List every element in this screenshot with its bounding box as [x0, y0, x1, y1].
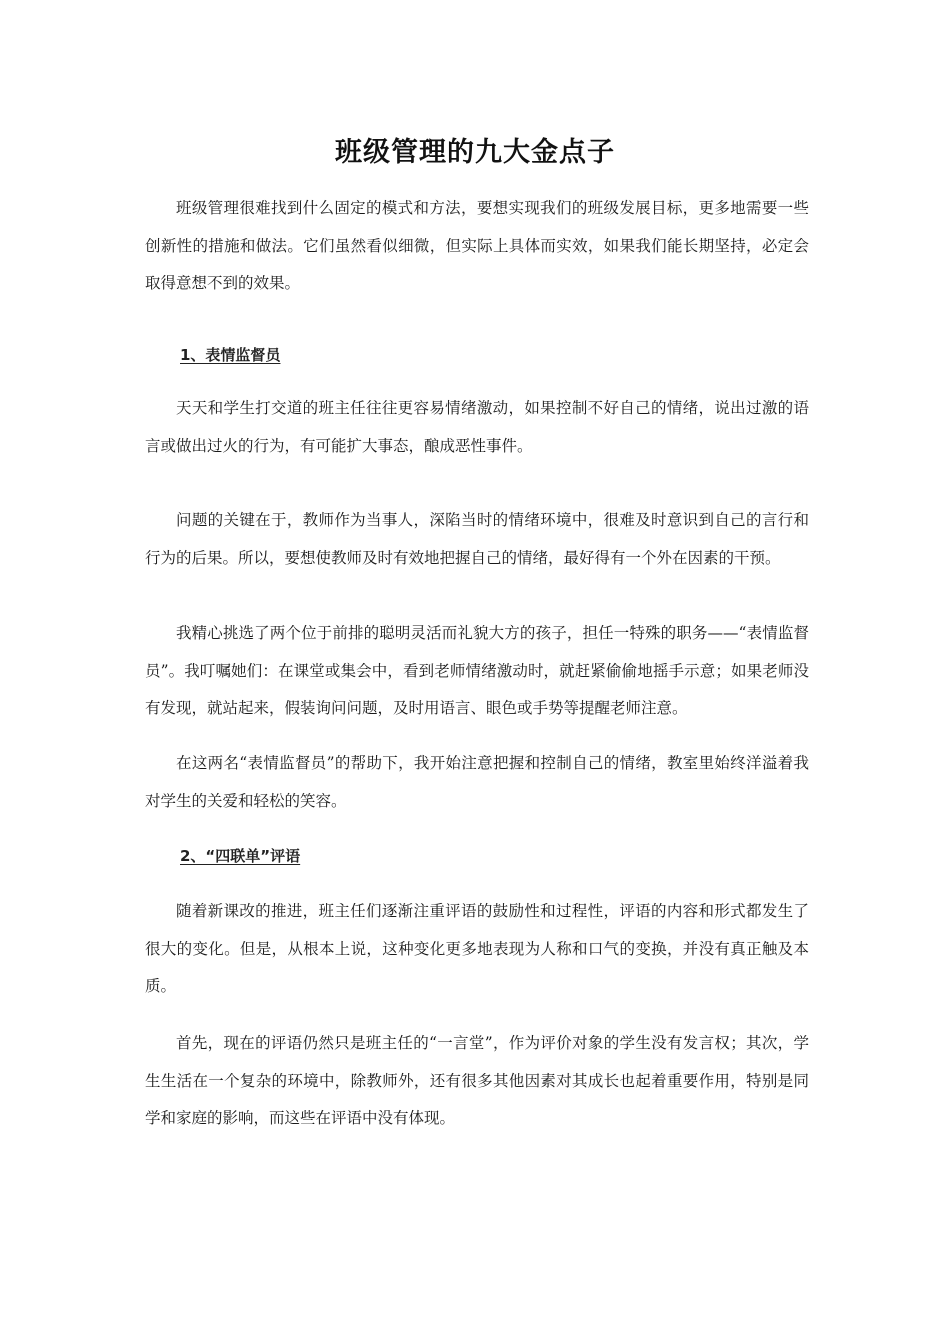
section-2-paragraph-1: 随着新课改的推进，班主任们逐渐注重评语的鼓励性和过程性，评语的内容和形式都发生了很大的变化。但是，从根本上说，这种变化更多地表现为人称和口气的变换，并没有真正触及本质。 — [145, 902, 809, 995]
section-1-paragraph-3: 我精心挑选了两个位于前排的聪明灵活而礼貌大方的孩子，担任一特殊的职务——“表情监督员”。我叮嘱她们：在课堂或集会中，看到老师情绪激动时，就赶紧偷偷地摇手示意；如果老师没有发现，就站起来，假装询问问题，及时用语言、眼色或手势等提醒老师注意。 — [145, 624, 809, 717]
section-1-paragraph-1: 天天和学生打交道的班主任往往更容易情绪激动，如果控制不好自己的情绪，说出过激的语言或做出过火的行为，有可能扩大事态，酿成恶性事件。 — [145, 399, 809, 455]
document-title: 班级管理的九大金点子 — [335, 137, 615, 168]
section-2-heading: 2、“四联单”评语 — [180, 847, 301, 865]
section-2-paragraph-2: 首先，现在的评语仍然只是班主任的“一言堂”，作为评价对象的学生没有发言权；其次，学生生活在一个复杂的环境中，除教师外，还有很多其他因素对其成长也起着重要作用，特别是同学和家庭的影响，而这些在评语中没有体现。 — [145, 1034, 809, 1127]
section-1-paragraph-4: 在这两名“表情监督员”的帮助下，我开始注意把握和控制自己的情绪，教室里始终洋溢着我对学生的关爱和轻松的笑容。 — [145, 754, 809, 810]
section-1-paragraph-2: 问题的关键在于，教师作为当事人，深陷当时的情绪环境中，很难及时意识到自己的言行和行为的后果。所以，要想使教师及时有效地把握自己的情绪，最好得有一个外在因素的干预。 — [145, 511, 809, 567]
intro-paragraph: 班级管理很难找到什么固定的模式和方法，要想实现我们的班级发展目标，更多地需要一些创新性的措施和做法。它们虽然看似细微，但实际上具体而实效，如果我们能长期坚持，必定会取得意想不到的效果。 — [145, 199, 809, 292]
section-1-heading: 1、表情监督员 — [180, 346, 281, 364]
